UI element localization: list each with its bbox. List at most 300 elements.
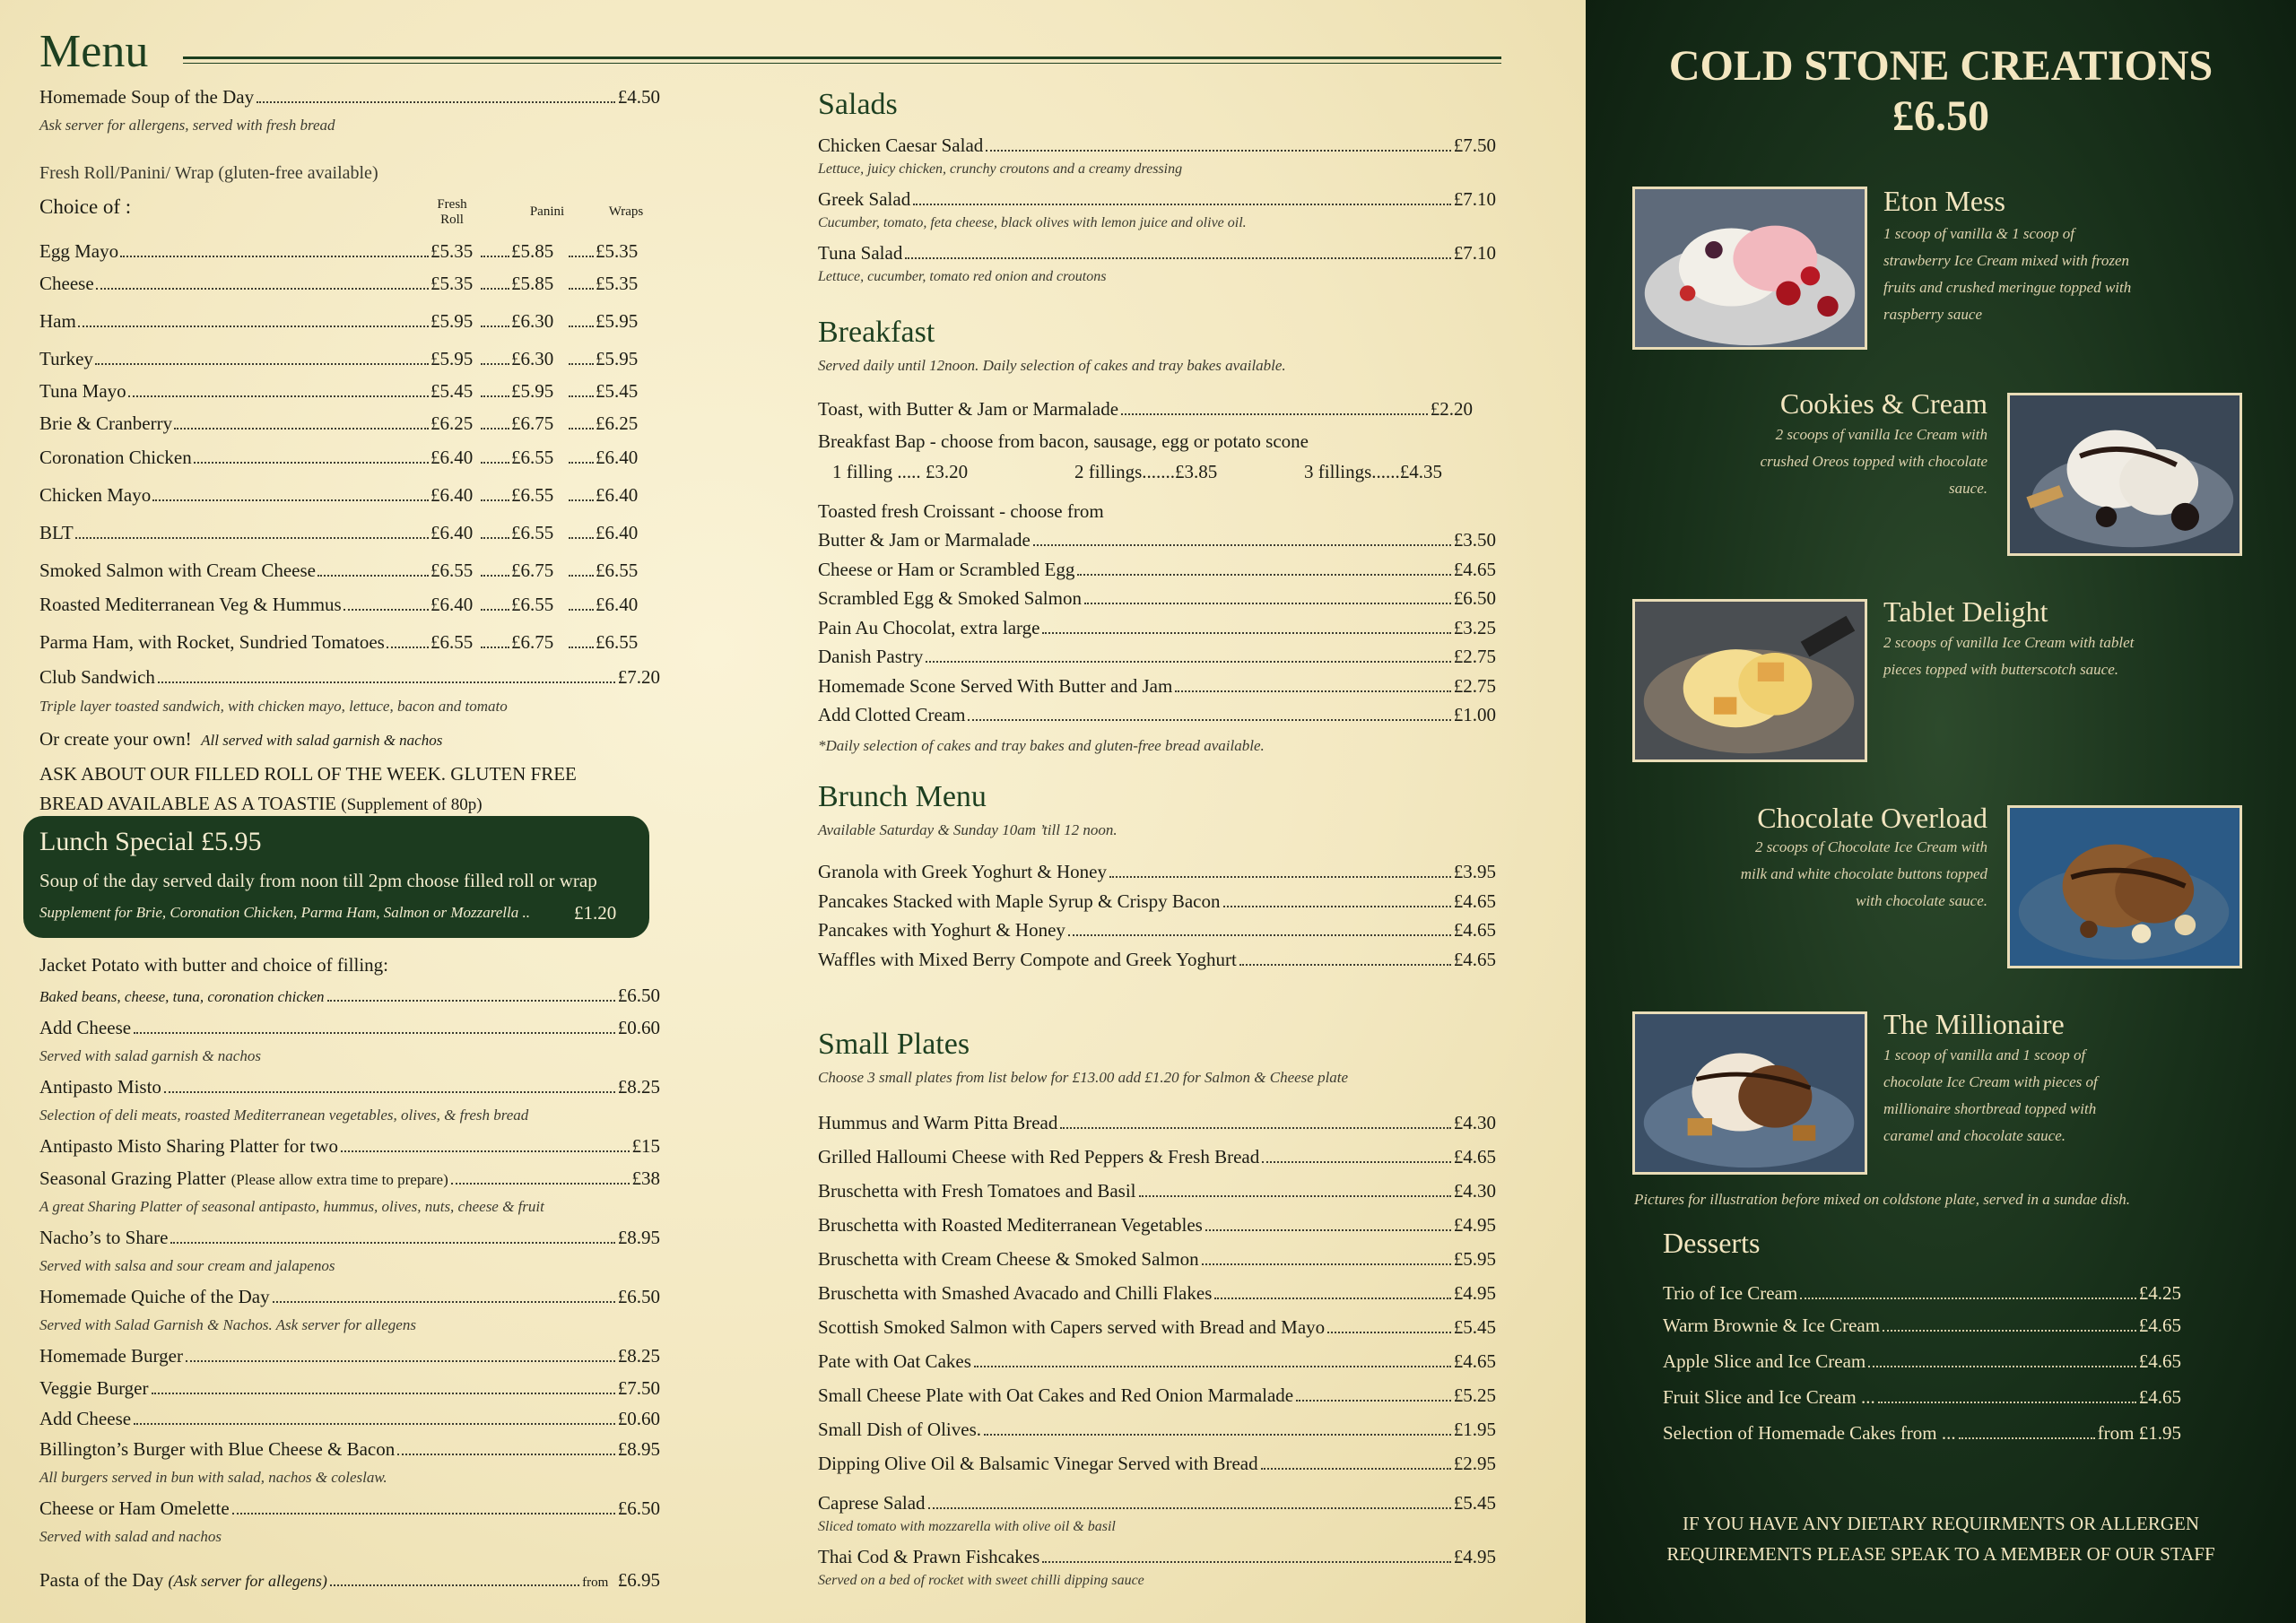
price-panini: £6.55 (511, 522, 554, 543)
price-panini: £6.55 (511, 484, 554, 506)
filling-dots: ..... (892, 461, 926, 482)
item-price: £4.65 (2138, 1315, 2181, 1336)
leader-dots (451, 1183, 630, 1185)
sandwich-name-cell (39, 240, 430, 263)
item-price: £2.20 (1430, 398, 1473, 420)
item-price: £4.65 (1453, 890, 1496, 912)
price-panini: £6.75 (511, 412, 554, 434)
price-roll: £6.40 (430, 522, 474, 543)
menu-item-row (818, 1453, 1496, 1475)
leader-dots (928, 1507, 1451, 1509)
price-wrap: £6.55 (596, 560, 639, 581)
menu-item-row (818, 1384, 1496, 1407)
item-price: £2.95 (1453, 1453, 1496, 1474)
leader-dots (481, 325, 509, 327)
price-wrap: £6.40 (596, 594, 639, 615)
leader-dots (481, 363, 509, 365)
soup-row (39, 86, 660, 108)
leader-dots (1223, 906, 1451, 907)
leader-dots (134, 1032, 615, 1034)
item-name: Bruschetta with Cream Cheese & Smoked Salmon (818, 1248, 1199, 1270)
brunch-subtitle: Available Saturday & Sunday 10am ’till 12 noon. (818, 821, 1118, 838)
item-description: Ask server for allergens, served with fresh bread (39, 117, 335, 134)
item-price: £8.25 (617, 1076, 660, 1098)
rolls-intro: Fresh Roll/Panini/ Wrap (gluten-free available) (39, 163, 378, 183)
menu-item-row (818, 1492, 1496, 1515)
item-price: £4.65 (1453, 558, 1496, 580)
item-name: Brie & Cranberry (39, 412, 173, 434)
item-description: Lettuce, juicy chicken, crunchy croutons and a creamy dressing (818, 161, 1183, 177)
item-name: Scottish Smoked Salmon with Capers served with Bread and Mayo (818, 1316, 1326, 1338)
item-name: Small Dish of Olives. (818, 1419, 981, 1440)
item-name: Homemade Soup of the Day (39, 86, 255, 108)
item-price: £15 (631, 1135, 660, 1157)
leader-dots (1205, 1229, 1451, 1231)
item-description: Cucumber, tomato, feta cheese, black olives with lemon juice and olive oil. (818, 215, 1247, 230)
item-name: Pain Au Chocolat, extra large (818, 616, 1040, 638)
item-name: Greek Salad (818, 188, 911, 210)
item-price: £38 (631, 1167, 660, 1189)
cold-stone-item-title: Chocolate Overload (1757, 802, 1987, 834)
price-panini: £6.75 (511, 631, 554, 653)
leader-dots (120, 256, 429, 257)
price-wrap: £5.35 (596, 240, 639, 262)
leader-dots (926, 661, 1451, 663)
leader-dots (273, 1301, 615, 1303)
menu-item-row (818, 646, 1496, 668)
leader-dots (1878, 1402, 2136, 1403)
item-name: Cheese or Ham Omelette (39, 1497, 230, 1519)
item-name: Coronation Chicken (39, 447, 192, 468)
item-price: £5.45 (1453, 1316, 1496, 1338)
leader-dots (984, 1434, 1451, 1436)
item-name: Pancakes with Yoghurt & Honey (818, 919, 1065, 941)
leader-dots (481, 647, 509, 648)
price-wrap: £6.55 (596, 631, 639, 653)
item-name: Smoked Salmon with Cream Cheese (39, 560, 316, 581)
price-wrap: £5.95 (596, 310, 639, 332)
filling-dots: ....... (1142, 461, 1176, 482)
item-price: £0.60 (617, 1408, 660, 1429)
leader-dots (170, 1242, 614, 1244)
item-price: £5.25 (1453, 1384, 1496, 1406)
leader-dots (481, 499, 509, 501)
item-price: £1.00 (1453, 704, 1496, 725)
price-panini: £6.30 (511, 310, 554, 332)
leader-dots (1239, 964, 1451, 966)
cold-stone-item-title: Tablet Delight (1883, 595, 2048, 628)
lunch-special-supplement-price: £1.20 (574, 902, 617, 924)
sandwich-row (39, 273, 657, 298)
price-roll: £5.45 (430, 380, 474, 402)
roll-of-week-supplement: (Supplement of 80p) (341, 795, 483, 814)
breakfast-subtitle: Served daily until 12noon. Daily selection of cakes and tray bakes available. (818, 357, 1286, 374)
item-price: £7.50 (617, 1377, 660, 1399)
menu-item-row (818, 1282, 1496, 1305)
menu-item-row (818, 1248, 1496, 1271)
leader-dots (128, 395, 429, 397)
item-name: Bruschetta with Smashed Avacado and Chilli Flakes (818, 1282, 1213, 1304)
item-name: Small Cheese Plate with Oat Cakes and Red Onion Marmalade (818, 1384, 1294, 1406)
sandwich-row (39, 240, 657, 265)
filling-price: £3.85 (1175, 461, 1218, 482)
roll-of-week-text: BREAD AVAILABLE AS A TOASTIE (39, 793, 337, 814)
item-name: Chicken Mayo (39, 484, 152, 506)
sandwich-name-cell (39, 594, 430, 616)
leader-dots (481, 256, 509, 257)
sandwich-row (39, 631, 657, 656)
item-name: Waffles with Mixed Berry Compote and Greek Yoghurt (818, 948, 1237, 970)
sandwich-row (39, 380, 657, 405)
item-price: £8.95 (617, 1227, 660, 1248)
sandwich-name-cell (39, 484, 430, 507)
menu-item-row (818, 617, 1496, 639)
item-price: £4.65 (2138, 1386, 2181, 1408)
menu-item-row (818, 1419, 1496, 1441)
leader-dots (232, 1513, 615, 1515)
menu-item-row (818, 704, 1496, 726)
price-panini: £5.85 (511, 240, 554, 262)
menu-item-row (39, 1408, 660, 1430)
sandwich-row (39, 348, 657, 373)
item-name: Club Sandwich (39, 666, 155, 688)
leader-dots (1262, 1161, 1451, 1163)
menu-item-row (39, 1345, 660, 1367)
item-name: Homemade Scone Served With Butter and Jam (818, 674, 1173, 697)
item-name: Danish Pastry (818, 646, 924, 667)
section-title-small-plates: Small Plates (818, 1028, 970, 1061)
millionaire-photo (1632, 1011, 1867, 1175)
item-price: £0.60 (617, 1017, 660, 1038)
item-name: Pate with Oat Cakes (818, 1350, 971, 1372)
item-name (39, 1569, 327, 1592)
title-rule (183, 56, 1501, 64)
column-header-panini: Panini (529, 204, 565, 219)
item-name: Pancakes Stacked with Maple Syrup & Crispy Bacon (818, 890, 1221, 912)
item-name: Dipping Olive Oil & Balsamic Vinegar Served with Bread (818, 1453, 1258, 1474)
filling-option (1304, 461, 1442, 483)
sandwich-name-cell (39, 522, 430, 544)
leader-dots (1296, 1400, 1451, 1402)
item-price: £5.95 (1453, 1248, 1496, 1270)
item-description: Served with Salad Garnish & Nachos. Ask server for allegens (39, 1316, 416, 1333)
item-price: £4.25 (2138, 1282, 2181, 1304)
menu-item-row (818, 1214, 1496, 1237)
item-name: Apple Slice and Ice Cream (1663, 1350, 1866, 1372)
leader-dots (1068, 934, 1451, 936)
item-name: Butter & Jam or Marmalade (818, 529, 1031, 551)
item-price: £6.50 (617, 1497, 660, 1519)
menu-item-row (818, 529, 1496, 551)
menu-item-row (818, 135, 1496, 157)
menu-item-row (818, 559, 1496, 581)
leader-dots (569, 288, 594, 290)
item-name: Turkey (39, 348, 93, 369)
leader-dots (974, 1366, 1451, 1367)
item-price: £4.65 (2138, 1350, 2181, 1372)
cold-stone-item-title: Cookies & Cream (1779, 387, 1987, 420)
leader-dots (569, 647, 594, 648)
sandwich-name-cell (39, 380, 430, 403)
leader-dots (1883, 1330, 2136, 1332)
item-name: Granola with Greek Yoghurt & Honey (818, 861, 1107, 882)
item-price: £3.50 (1453, 529, 1496, 551)
item-price: £4.50 (617, 86, 660, 108)
item-name: Cheese or Ham or Scrambled Egg (818, 558, 1075, 580)
item-price: £4.65 (1453, 919, 1496, 941)
price-roll: £6.40 (430, 447, 474, 468)
roll-of-week-line2 (39, 793, 483, 815)
leader-dots (1868, 1366, 2136, 1367)
item-name: BLT (39, 522, 74, 543)
item-name: Roasted Mediterranean Veg & Hummus (39, 594, 342, 615)
item-price: £4.30 (1453, 1180, 1496, 1202)
item-price: £7.10 (1453, 242, 1496, 264)
cold-stone-item-description: 1 scoop of vanilla & 1 scoop of strawberry Ice Cream mixed with frozen fruits and crushed meringue topped with raspberry sauce (1883, 225, 2132, 323)
item-price: £4.95 (1453, 1282, 1496, 1304)
leader-dots (569, 256, 594, 257)
menu-item-row (818, 1146, 1496, 1168)
menu-item-row (39, 1286, 660, 1308)
item-description: A great Sharing Platter of seasonal antipasto, hummus, olives, nuts, cheese & fruit (39, 1198, 544, 1215)
leader-dots (481, 395, 509, 397)
leader-dots (1121, 413, 1428, 415)
price-wrap: £6.40 (596, 522, 639, 543)
section-title-salads: Salads (818, 88, 898, 121)
item-name: Add Cheese (39, 1017, 132, 1038)
price-wrap: £5.45 (596, 380, 639, 402)
price-wrap: £6.40 (596, 484, 639, 506)
item-price: £5.45 (1453, 1492, 1496, 1514)
menu-item-row (39, 1135, 660, 1158)
price-wrap: £5.35 (596, 273, 639, 294)
leader-dots (1109, 876, 1451, 878)
item-description: Served with salsa and sour cream and jalapenos (39, 1257, 335, 1274)
leader-dots (344, 609, 429, 611)
croissant-intro: Toasted fresh Croissant - choose from (818, 500, 1104, 522)
leader-dots (174, 428, 429, 430)
cold-stone-item-description: 2 scoops of vanilla Ice Cream with tablet pieces topped with butterscotch sauce. (1883, 634, 2135, 678)
club-row (39, 666, 660, 689)
leader-dots (481, 575, 509, 577)
dessert-row (1663, 1350, 2181, 1373)
cold-stone-title (1586, 41, 2296, 142)
item-name: Egg Mayo (39, 240, 119, 262)
price-panini: £5.85 (511, 273, 554, 294)
choice-label: Choice of : (39, 195, 132, 218)
item-price: £2.75 (1453, 646, 1496, 667)
cold-stone-item-description: 2 scoops of vanilla Ice Cream with crushed Oreos topped with chocolate sauce. (1760, 426, 1987, 497)
item-price: £8.25 (617, 1345, 660, 1367)
item-price: £7.20 (617, 666, 660, 688)
item-note: (Please allow extra time to prepare) (230, 1171, 448, 1188)
cold-stone-item-description: 1 scoop of vanilla and 1 scoop of chocolate Ice Cream with pieces of millionaire shortbread topped with caramel and chocolate sauce. (1883, 1046, 2098, 1144)
menu-item-row (818, 188, 1496, 211)
leader-dots (986, 150, 1450, 152)
dessert-row (1663, 1386, 2181, 1409)
menu-item-row (818, 919, 1496, 942)
sandwich-row (39, 412, 657, 438)
leader-dots (158, 681, 615, 683)
item-name: Add Cheese (39, 1408, 132, 1429)
page-title: Menu (39, 26, 149, 77)
leader-dots (164, 1091, 615, 1093)
sandwich-row (39, 522, 657, 547)
item-name: Bruschetta with Roasted Mediterranean Vegetables (818, 1214, 1203, 1236)
item-price: £7.50 (1453, 135, 1496, 156)
item-description: Triple layer toasted sandwich, with chicken mayo, lettuce, bacon and tomato (39, 698, 508, 715)
column-header-roll: Fresh Roll (437, 197, 467, 227)
dessert-row (1663, 1422, 2181, 1445)
item-description: Served on a bed of rocket with sweet chilli dipping sauce (818, 1573, 1144, 1588)
dessert-row (1663, 1315, 2181, 1337)
filling-option (1074, 461, 1217, 483)
item-name: Scrambled Egg & Smoked Salmon (818, 587, 1082, 609)
price-panini: £6.30 (511, 348, 554, 369)
item-name: Selection of Homemade Cakes from ... (1663, 1422, 1956, 1444)
leader-dots (1139, 1195, 1451, 1197)
menu-item-row (818, 1316, 1496, 1339)
leader-dots (341, 1150, 629, 1152)
sandwich-name-cell (39, 310, 430, 333)
pictures-note: Pictures for illustration before mixed on coldstone plate, served in a sundae dish. (1634, 1191, 2131, 1208)
pasta-from: from (582, 1575, 609, 1590)
item-price: £6.50 (617, 985, 660, 1006)
price-roll: £5.95 (430, 310, 474, 332)
leader-dots (968, 719, 1450, 721)
sandwich-name-cell (39, 560, 430, 582)
leader-dots (397, 1454, 615, 1455)
sandwich-name-cell (39, 348, 430, 370)
leader-dots (569, 575, 594, 577)
item-name: Cheese (39, 273, 94, 294)
item-description: Baked beans, cheese, tuna, coronation chicken (39, 988, 325, 1005)
lunch-special-line1: Soup of the day served daily from noon till 2pm choose filled roll or wrap (39, 870, 597, 891)
menu-item-row (818, 1180, 1496, 1202)
leader-dots (1175, 690, 1450, 692)
section-title-breakfast: Breakfast (818, 316, 935, 349)
price-roll: £5.35 (430, 240, 474, 262)
menu-item-row (39, 1167, 660, 1190)
item-name: Thai Cod & Prawn Fishcakes (818, 1546, 1040, 1567)
menu-item-row (39, 1497, 660, 1520)
sandwich-name-cell (39, 631, 430, 654)
create-label: Or create your own! (39, 728, 192, 750)
leader-dots (1084, 603, 1451, 604)
item-description: Served with salad and nachos (39, 1528, 222, 1545)
item-description: Lettuce, cucumber, tomato red onion and croutons (818, 269, 1107, 284)
menu-item-row (818, 949, 1496, 971)
menu-item-row (818, 1112, 1496, 1134)
price-wrap: £6.25 (596, 412, 639, 434)
item-description: Served with salad garnish & nachos (39, 1047, 261, 1064)
lunch-special-title: Lunch Special £5.95 (39, 827, 262, 856)
leader-dots (569, 363, 594, 365)
price-wrap: £6.40 (596, 447, 639, 468)
cold-stone-item-title: The Millionaire (1883, 1008, 2065, 1040)
filling-label: 1 filling (832, 461, 893, 482)
leader-dots (1042, 632, 1450, 634)
menu-item-row (818, 675, 1496, 698)
filling-label: 2 fillings (1074, 461, 1143, 482)
leader-dots (1800, 1298, 2135, 1299)
item-name: Ham (39, 310, 76, 332)
item-name: Billington’s Burger with Blue Cheese & Bacon (39, 1438, 396, 1460)
item-price: £7.10 (1453, 188, 1496, 210)
roll-of-week-line1: ASK ABOUT OUR FILLED ROLL OF THE WEEK. GLUTEN FREE (39, 763, 577, 785)
lunch-special-line2: Supplement for Brie, Coronation Chicken, Parma Ham, Salmon or Mozzarella .. (39, 904, 530, 921)
price-panini: £5.95 (511, 380, 554, 402)
bap-label: Breakfast Bap (818, 430, 926, 452)
item-price (582, 1569, 660, 1592)
price-panini: £6.55 (511, 594, 554, 615)
leader-dots (1327, 1332, 1451, 1333)
menu-item-row (39, 1017, 660, 1039)
bap-description: - choose from bacon, sausage, egg or potato scone (925, 430, 1309, 452)
leader-dots (1033, 544, 1451, 546)
item-price: £4.65 (1453, 1146, 1496, 1167)
item-price: £4.95 (1453, 1546, 1496, 1567)
leader-dots (481, 288, 509, 290)
item-price: £6.50 (617, 1286, 660, 1307)
pasta-row (39, 1569, 660, 1592)
cold-stone-item-title: Eton Mess (1883, 185, 2005, 217)
leader-dots (194, 462, 429, 464)
menu-item-row (818, 242, 1496, 265)
breakfast-bap-row (818, 430, 1309, 453)
leader-dots (569, 462, 594, 464)
item-price: £4.65 (1453, 1350, 1496, 1372)
leader-dots (257, 101, 615, 103)
breakfast-note: *Daily selection of cakes and tray bakes and gluten-free bread available. (818, 737, 1265, 754)
menu-item-row (39, 1377, 660, 1400)
item-name: Antipasto Misto (39, 1076, 161, 1098)
small-plates-subtitle: Choose 3 small plates from list below for £13.00 add £1.20 for Salmon & Cheese plate (818, 1069, 1349, 1086)
item-name: Seasonal Grazing Platter (39, 1167, 226, 1189)
leader-dots (75, 537, 429, 539)
cold-stone-item-description: 2 scoops of Chocolate Ice Cream with milk and white chocolate buttons topped with chocolate sauce. (1740, 838, 1987, 909)
leader-dots (481, 537, 509, 539)
item-name: Parma Ham, with Rocket, Sundried Tomatoes (39, 631, 385, 653)
item-price: £4.30 (1453, 1112, 1496, 1133)
item-name: Trio of Ice Cream (1663, 1282, 1798, 1304)
menu-item-row (39, 1227, 660, 1249)
filling-label: 3 fillings (1304, 461, 1372, 482)
price-wrap: £5.95 (596, 348, 639, 369)
leader-dots (152, 1393, 615, 1394)
menu-item-row (818, 861, 1496, 883)
create-own-row (39, 728, 442, 751)
leader-dots (569, 395, 594, 397)
item-price: from £1.95 (2097, 1422, 2181, 1444)
leader-dots (1959, 1437, 2095, 1439)
item-price: £2.75 (1453, 674, 1496, 697)
item-price: £6.50 (1453, 587, 1496, 609)
tablet-delight-photo (1632, 599, 1867, 762)
leader-dots (905, 257, 1450, 259)
create-desc: All served with salad garnish & nachos (201, 732, 443, 749)
price-roll: £6.55 (430, 560, 474, 581)
cookies-cream-photo (2007, 393, 2242, 556)
leader-dots (481, 609, 509, 611)
sandwich-name-cell (39, 273, 430, 295)
sandwich-name-cell (39, 447, 430, 469)
leader-dots (481, 462, 509, 464)
menu-item-row (818, 1546, 1496, 1568)
leader-dots (1214, 1298, 1450, 1299)
price-roll: £6.40 (430, 484, 474, 506)
price-roll: £6.40 (430, 594, 474, 615)
